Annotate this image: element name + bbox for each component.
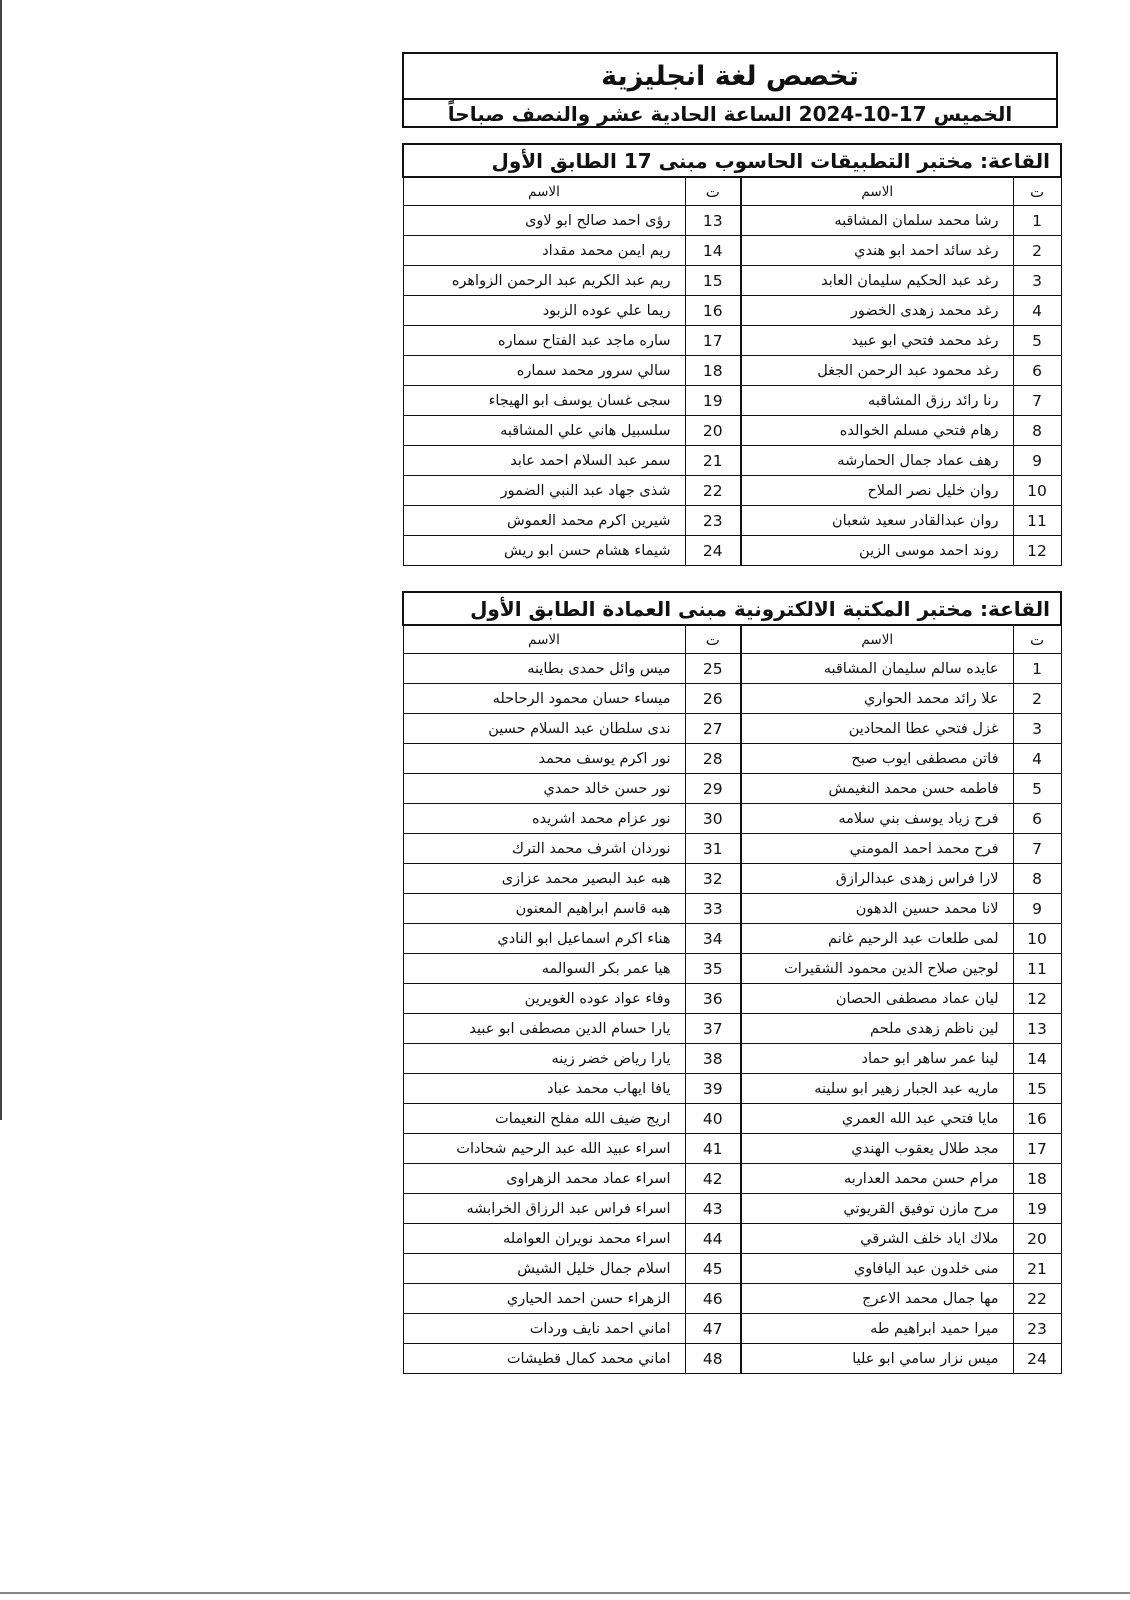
row-number: 39: [685, 1074, 741, 1104]
row-number: 15: [1013, 1074, 1061, 1104]
row-number: 19: [685, 386, 741, 416]
row-number: 6: [1013, 804, 1061, 834]
student-name: اماني احمد نايف وردات: [403, 1314, 685, 1344]
student-name: ريم عبد الكريم عبد الرحمن الزواهره: [403, 266, 685, 296]
table-row: [403, 834, 1061, 864]
hall-title: القاعة: مختبر التطبيقات الحاسوب مبنى 17 الطابق الأول: [403, 144, 1061, 177]
student-name: هبه عبد البصير محمد عزازى: [403, 864, 685, 894]
student-name: لوجين صلاح الدين محمود الشقيرات: [741, 954, 1013, 984]
row-number: 23: [685, 506, 741, 536]
exam-date-time: الخميس 17-10-2024 الساعة الحادية عشر والنصف صباحاً: [447, 102, 1013, 126]
table-row: [403, 326, 1061, 356]
row-number: 45: [685, 1254, 741, 1284]
student-name: شذى جهاد عبد النبي الضمور: [403, 476, 685, 506]
table-row: [403, 804, 1061, 834]
student-name: رغد محمد زهدى الخضور: [741, 296, 1013, 326]
row-number: 22: [1013, 1284, 1061, 1314]
row-number: 41: [685, 1134, 741, 1164]
scan-edge-bottom: [0, 1592, 1130, 1594]
column-header-number: ت: [685, 177, 741, 206]
table-row: [403, 446, 1061, 476]
student-name: ميس نزار سامي ابو عليا: [741, 1344, 1013, 1374]
column-header-number: ت: [1013, 625, 1061, 654]
student-name: ساره ماجد عبد الفتاح سماره: [403, 326, 685, 356]
row-number: 22: [685, 476, 741, 506]
table-row: [403, 924, 1061, 954]
student-name: هناء اكرم اسماعيل ابو النادي: [403, 924, 685, 954]
student-name: منى خلدون عبد اليافاوي: [741, 1254, 1013, 1284]
row-number: 3: [1013, 266, 1061, 296]
hall-table-2: [402, 591, 1062, 1374]
row-number: 29: [685, 774, 741, 804]
student-name: نور اكرم يوسف محمد: [403, 744, 685, 774]
row-number: 26: [685, 684, 741, 714]
table-row: [403, 744, 1061, 774]
student-name: رغد محمود عبد الرحمن الجغل: [741, 356, 1013, 386]
student-name: لمى طلعات عبد الرحيم غانم: [741, 924, 1013, 954]
student-name: مرام حسن محمد العداربه: [741, 1164, 1013, 1194]
row-number: 20: [685, 416, 741, 446]
row-number: 9: [1013, 894, 1061, 924]
hall-title: القاعة: مختبر المكتبة الالكترونية مبنى العمادة الطابق الأول: [403, 592, 1061, 625]
row-number: 9: [1013, 446, 1061, 476]
student-name: ميرا حميد ابراهيم طه: [741, 1314, 1013, 1344]
row-number: 30: [685, 804, 741, 834]
row-number: 2: [1013, 684, 1061, 714]
row-number: 8: [1013, 416, 1061, 446]
student-name: ميساء حسان محمود الرحاحله: [403, 684, 685, 714]
student-name: ملاك اياد خلف الشرقي: [741, 1224, 1013, 1254]
student-name: هيا عمر بكر السوالمه: [403, 954, 685, 984]
row-number: 18: [685, 356, 741, 386]
student-name: روان خليل نصر الملاح: [741, 476, 1013, 506]
row-number: 16: [1013, 1104, 1061, 1134]
column-header-name: الاسم: [741, 177, 1013, 206]
table-row: [403, 206, 1061, 236]
student-name: الزهراء حسن احمد الحياري: [403, 1284, 685, 1314]
table-row: [403, 266, 1061, 296]
student-name: اماني محمد كمال قطيشات: [403, 1344, 685, 1374]
row-number: 16: [685, 296, 741, 326]
row-number: 38: [685, 1044, 741, 1074]
row-number: 12: [1013, 536, 1061, 566]
row-number: 6: [1013, 356, 1061, 386]
column-header-name: الاسم: [403, 177, 685, 206]
row-number: 14: [685, 236, 741, 266]
student-name: روان عبدالقادر سعيد شعبان: [741, 506, 1013, 536]
row-number: 24: [685, 536, 741, 566]
student-name: رشا محمد سلمان المشاقبه: [741, 206, 1013, 236]
row-number: 23: [1013, 1314, 1061, 1344]
row-number: 10: [1013, 476, 1061, 506]
student-name: رغد عبد الحكيم سليمان العابد: [741, 266, 1013, 296]
student-name: اسلام جمال خليل الشيش: [403, 1254, 685, 1284]
student-name: يارا رياض خضر زينه: [403, 1044, 685, 1074]
table-row: [403, 954, 1061, 984]
row-number: 40: [685, 1104, 741, 1134]
student-name: اريج ضيف الله مفلح النعيمات: [403, 1104, 685, 1134]
student-name: نور عزام محمد اشريده: [403, 804, 685, 834]
student-name: لانا محمد حسين الدهون: [741, 894, 1013, 924]
table-row: [403, 476, 1061, 506]
row-number: 13: [685, 206, 741, 236]
table-row: [403, 1194, 1061, 1224]
row-number: 17: [1013, 1134, 1061, 1164]
row-number: 7: [1013, 834, 1061, 864]
student-name: علا رائد محمد الحواري: [741, 684, 1013, 714]
student-name: لين ناظم زهدى ملحم: [741, 1014, 1013, 1044]
row-number: 7: [1013, 386, 1061, 416]
table-row: [403, 894, 1061, 924]
row-number: 47: [685, 1314, 741, 1344]
row-number: 31: [685, 834, 741, 864]
student-name: سلسبيل هاني علي المشاقبه: [403, 416, 685, 446]
scan-edge-left: [0, 0, 2, 1120]
student-name: ميس وائل حمدى بطاينه: [403, 654, 685, 684]
table-row: [403, 1314, 1061, 1344]
student-name: مها جمال محمد الاعرج: [741, 1284, 1013, 1314]
column-header-name: الاسم: [403, 625, 685, 654]
student-name: ماريه عبد الجبار زهير ابو سلينه: [741, 1074, 1013, 1104]
row-number: 28: [685, 744, 741, 774]
student-name: رؤى احمد صالح ابو لاوى: [403, 206, 685, 236]
student-name: شيرين اكرم محمد العموش: [403, 506, 685, 536]
table-row: [403, 864, 1061, 894]
row-number: 24: [1013, 1344, 1061, 1374]
student-name: اسراء عبيد الله عبد الرحيم شحادات: [403, 1134, 685, 1164]
row-number: 4: [1013, 296, 1061, 326]
row-number: 21: [685, 446, 741, 476]
table-row: [403, 1224, 1061, 1254]
document-header: [402, 52, 1058, 128]
table-row: [403, 506, 1061, 536]
table-row: [403, 386, 1061, 416]
row-number: 11: [1013, 506, 1061, 536]
row-number: 37: [685, 1014, 741, 1044]
table-row: [403, 296, 1061, 326]
student-name: ندى سلطان عبد السلام حسين: [403, 714, 685, 744]
student-name: شيماء هشام حسن ابو ريش: [403, 536, 685, 566]
major-title: تخصص لغة انجليزية: [404, 54, 1056, 100]
column-header-name: الاسم: [741, 625, 1013, 654]
row-number: 46: [685, 1284, 741, 1314]
row-number: 33: [685, 894, 741, 924]
row-number: 18: [1013, 1164, 1061, 1194]
row-number: 5: [1013, 774, 1061, 804]
student-name: رهف عماد جمال الحمارشه: [741, 446, 1013, 476]
student-name: يافا ايهاب محمد عباد: [403, 1074, 685, 1104]
student-name: ليان عماد مصطفى الحصان: [741, 984, 1013, 1014]
student-name: اسراء فراس عبد الرزاق الخرابشه: [403, 1194, 685, 1224]
table-row: [403, 1344, 1061, 1374]
table-row: [403, 1014, 1061, 1044]
student-name: رغد محمد فتحي ابو عبيد: [741, 326, 1013, 356]
row-number: 27: [685, 714, 741, 744]
table-row: [403, 356, 1061, 386]
table-row: [403, 236, 1061, 266]
student-name: فاتن مصطفى ايوب صبح: [741, 744, 1013, 774]
student-name: يارا حسام الدين مصطفى ابو عبيد: [403, 1014, 685, 1044]
student-name: اسراء محمد نويران العوامله: [403, 1224, 685, 1254]
student-name: لارا فراس زهدى عبدالرازق: [741, 864, 1013, 894]
row-number: 48: [685, 1344, 741, 1374]
row-number: 1: [1013, 206, 1061, 236]
table-row: [403, 714, 1061, 744]
row-number: 25: [685, 654, 741, 684]
student-name: رهام فتحي مسلم الخوالده: [741, 416, 1013, 446]
student-name: نور حسن خالد حمدي: [403, 774, 685, 804]
row-number: 15: [685, 266, 741, 296]
row-number: 1: [1013, 654, 1061, 684]
hall-table-1: [402, 143, 1062, 566]
table-row: [403, 1044, 1061, 1074]
column-header-number: ت: [685, 625, 741, 654]
student-name: هبه قاسم ابراهيم المعنون: [403, 894, 685, 924]
row-number: 3: [1013, 714, 1061, 744]
row-number: 21: [1013, 1254, 1061, 1284]
row-number: 36: [685, 984, 741, 1014]
student-name: رنا رائد رزق المشاقبه: [741, 386, 1013, 416]
row-number: 10: [1013, 924, 1061, 954]
student-name: لينا عمر ساهر ابو حماد: [741, 1044, 1013, 1074]
student-name: عايده سالم سليمان المشاقبه: [741, 654, 1013, 684]
table-row: [403, 1254, 1061, 1284]
student-name: نوردان اشرف محمد الترك: [403, 834, 685, 864]
row-number: 13: [1013, 1014, 1061, 1044]
row-number: 32: [685, 864, 741, 894]
student-name: مايا فتحي عبد الله العمري: [741, 1104, 1013, 1134]
table-row: [403, 654, 1061, 684]
row-number: 44: [685, 1224, 741, 1254]
student-name: ريما علي عوده الزبود: [403, 296, 685, 326]
table-row: [403, 684, 1061, 714]
row-number: 35: [685, 954, 741, 984]
table-row: [403, 984, 1061, 1014]
student-name: فرح زياد يوسف بني سلامه: [741, 804, 1013, 834]
row-number: 42: [685, 1164, 741, 1194]
column-header-number: ت: [1013, 177, 1061, 206]
row-number: 17: [685, 326, 741, 356]
table-row: [403, 1104, 1061, 1134]
student-name: اسراء عماد محمد الزهراوى: [403, 1164, 685, 1194]
row-number: 43: [685, 1194, 741, 1224]
table-row: [403, 1074, 1061, 1104]
student-name: ريم ايمن محمد مقداد: [403, 236, 685, 266]
row-number: 12: [1013, 984, 1061, 1014]
student-name: روند احمد موسى الزين: [741, 536, 1013, 566]
table-row: [403, 536, 1061, 566]
student-name: غزل فتحي عطا المحادين: [741, 714, 1013, 744]
table-row: [403, 774, 1061, 804]
student-name: سالي سرور محمد سماره: [403, 356, 685, 386]
row-number: 4: [1013, 744, 1061, 774]
student-name: فاطمه حسن محمد النغيمش: [741, 774, 1013, 804]
row-number: 19: [1013, 1194, 1061, 1224]
row-number: 14: [1013, 1044, 1061, 1074]
table-row: [403, 1164, 1061, 1194]
row-number: 11: [1013, 954, 1061, 984]
student-name: مجد طلال يعقوب الهندي: [741, 1134, 1013, 1164]
student-name: مرح مازن توفيق القريوتي: [741, 1194, 1013, 1224]
table-row: [403, 1284, 1061, 1314]
student-name: وفاء عواد عوده الغويرين: [403, 984, 685, 1014]
student-name: سمر عبد السلام احمد عابد: [403, 446, 685, 476]
table-row: [403, 1134, 1061, 1164]
row-number: 34: [685, 924, 741, 954]
student-name: فرح محمد احمد المومني: [741, 834, 1013, 864]
student-name: سجى غسان يوسف ابو الهيجاء: [403, 386, 685, 416]
row-number: 2: [1013, 236, 1061, 266]
table-row: [403, 416, 1061, 446]
student-name: رغد سائد احمد ابو هندي: [741, 236, 1013, 266]
row-number: 8: [1013, 864, 1061, 894]
row-number: 5: [1013, 326, 1061, 356]
row-number: 20: [1013, 1224, 1061, 1254]
